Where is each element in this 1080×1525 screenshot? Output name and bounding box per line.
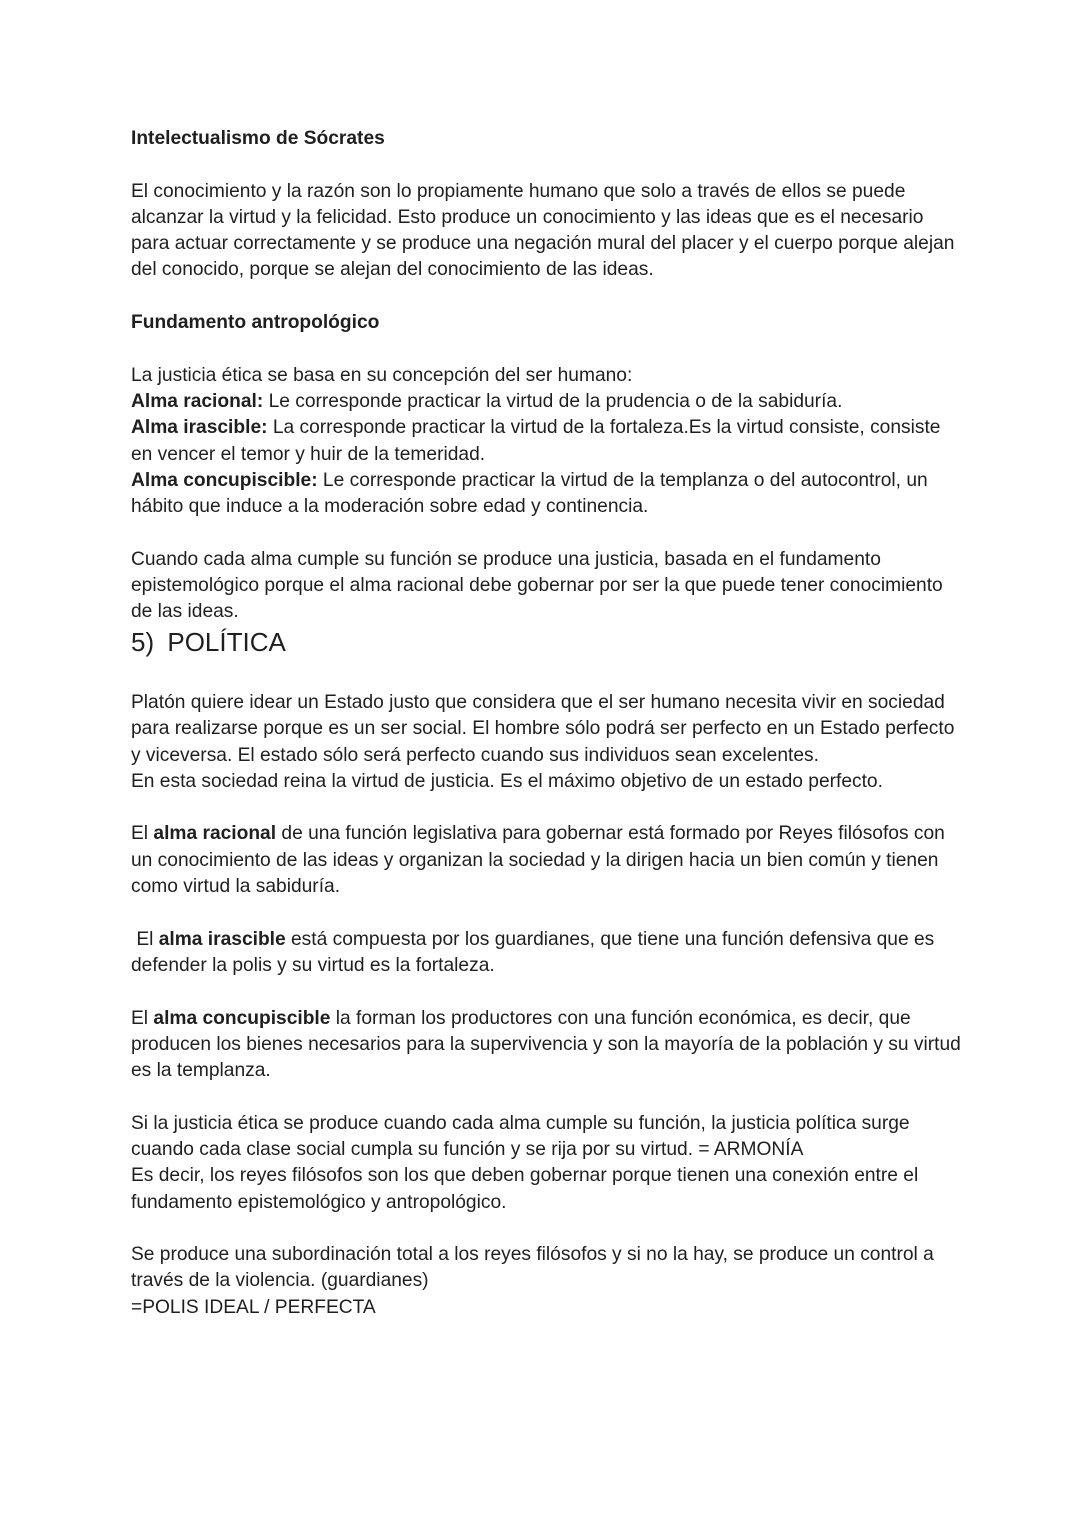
paragraph-intelectualismo: El conocimiento y la razón son lo propiamente humano que solo a través de ellos se puede alcanzar la virtud y la felicidad. Esto produce un conocimiento y las ideas que es el necesario para actuar correctamente y se produce una negación mural del placer y el cuerpo porque alejan del conocido, porque se alejan del conocimiento de las ideas. [131, 180, 955, 281]
label-alma-irascible: Alma irascible: [131, 417, 268, 439]
paragraph-alma-irascible [131, 415, 961, 468]
section-number: 5) [131, 626, 155, 657]
spacer [131, 284, 961, 310]
text-post: está compuesta por los guardianes, que tiene una función defensiva que es defender la polis y su virtud es la fortaleza. [131, 928, 935, 976]
heading-fundamento-antropologico: Fundamento antropológico [131, 312, 380, 334]
label-alma-racional: Alma racional: [131, 390, 264, 412]
spacer [131, 1216, 961, 1242]
paragraph-subordinacion: Se produce una subordinación total a los reyes filósofos y si no la hay, se produce un control a través de la violencia. (guardianes) [131, 1244, 934, 1292]
text-alma-racional: Le corresponde practicar la virtud de la prudencia o de la sabiduría. [263, 390, 843, 412]
paragraph-estado-justo: Platón quiere idear un Estado justo que considera que el ser humano necesita vivir en sociedad para realizarse porque es un ser social. El hombre sólo podrá ser perfecto en un Estado perfecto y viceversa. El estado sólo será perfecto cuando sus individuos sean excelentes. [131, 691, 955, 766]
paragraph-reyes-filosofos: Es decir, los reyes filósofos son los que deben gobernar porque tienen una conexión entre el fundamento epistemológico y antropológico. [131, 1165, 919, 1213]
section-title-politica [131, 626, 961, 664]
paragraph-alma-racional [131, 389, 961, 415]
document-page [131, 126, 961, 1321]
spacer [131, 336, 961, 362]
spacer [131, 979, 961, 1005]
spacer [131, 520, 961, 546]
bold-alma-racional: alma racional [153, 823, 277, 845]
text-pre: El [131, 928, 159, 950]
spacer [131, 900, 961, 926]
label-alma-concupiscible: Alma concupiscible: [131, 469, 318, 491]
paragraph-alma-concupiscible [131, 468, 961, 521]
text-alma-irascible: La corresponde practicar la virtud de la fortaleza.Es la virtud consiste, consiste en vencer el temor y huir de la temeridad. [131, 417, 941, 465]
paragraph-justicia-politica: Si la justicia ética se produce cuando cada alma cumple su función, la justicia política surge cuando cada clase social cumpla su función y se rija por su virtud. = ARMONÍA [131, 1112, 910, 1160]
text-post: la forman los productores con una función económica, es decir, que producen los bienes necesarios para la supervivencia y son la mayoría de la población y su virtud es la templanza. [131, 1007, 961, 1082]
spacer [131, 1084, 961, 1110]
bold-alma-irascible: alma irascible [158, 928, 286, 950]
spacer [131, 152, 961, 178]
paragraph-virtud-justicia: En esta sociedad reina la virtud de justicia. Es el máximo objetivo de un estado perfecto. [131, 770, 883, 792]
text-pre: El [131, 1007, 154, 1029]
paragraph-alma-racional-politica [131, 821, 961, 900]
paragraph-justicia-alma: Cuando cada alma cumple su función se produce una justicia, basada en el fundamento epistemológico porque el alma racional debe gobernar por ser la que puede tener conocimiento de las ideas. [131, 548, 943, 623]
text-pre: El [131, 823, 154, 845]
paragraph-polis-ideal: =POLIS IDEAL / PERFECTA [131, 1296, 376, 1318]
section-title-text: POLÍTICA [167, 626, 286, 657]
spacer [131, 795, 961, 821]
heading-intelectualismo: Intelectualismo de Sócrates [131, 128, 385, 149]
bold-alma-concupiscible: alma concupiscible [153, 1007, 331, 1029]
spacer [131, 664, 961, 690]
paragraph-alma-irascible-politica [131, 927, 961, 980]
paragraph-justicia-etica-intro: La justicia ética se basa en su concepción del ser humano: [131, 364, 633, 386]
text-post: de una función legislativa para gobernar está formado por Reyes filósofos con un conocimiento de las ideas y organizan la sociedad y la dirigen hacia un bien común y tienen como virtud la sabiduría. [131, 823, 945, 898]
paragraph-alma-concupiscible-politica [131, 1006, 961, 1085]
text-alma-concupiscible: Le corresponde practicar la virtud de la templanza o del autocontrol, un hábito que induce a la moderación sobre edad y continencia. [131, 469, 928, 518]
